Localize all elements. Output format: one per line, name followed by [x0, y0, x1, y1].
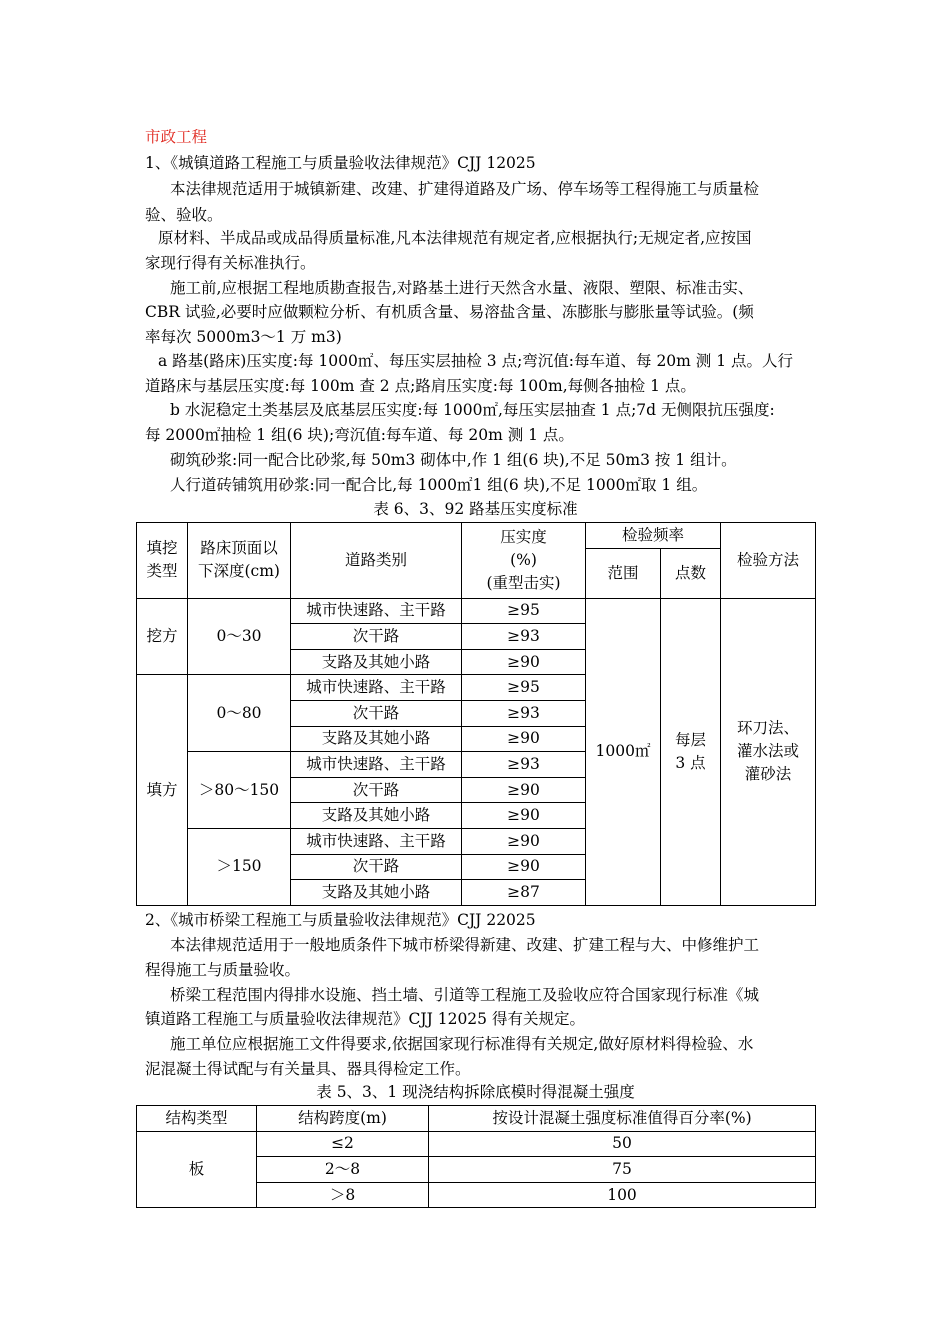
- header-range: 范围: [586, 548, 661, 598]
- road-class-cell: 城市快速路、主干路: [291, 828, 462, 854]
- span-cell: ＞8: [257, 1182, 429, 1208]
- depth-cell: 0～80: [188, 675, 291, 752]
- header-frequency: 检验频率: [586, 523, 721, 549]
- group-cut: 挖方: [137, 598, 188, 675]
- paragraph-line: 本法律规范适用于城镇新建、改建、扩建得道路及广场、停车场等工程得施工与质量检: [170, 180, 760, 198]
- paragraph-line: 人行道砖铺筑用砂浆:同一配合比,每 1000㎡1 组(6 块),不足 1000㎡取 1 组。: [170, 476, 708, 494]
- compaction-value: ≥93: [462, 700, 586, 726]
- item1-heading: 1、《城镇道路工程施工与质量验收法律规范》CJJ 12025: [145, 154, 536, 172]
- paragraph-line: 原材料、半成品或成品得质量标准,凡本法律规范有规定者,应根据执行;无规定者,应按国: [158, 229, 752, 247]
- depth-cell: 0～30: [188, 598, 291, 675]
- compaction-value: ≥95: [462, 675, 586, 701]
- header-depth: 路床顶面以 下深度(cm): [188, 523, 291, 599]
- header-method: 检验方法: [721, 523, 816, 599]
- road-class-cell: 支路及其她小路: [291, 803, 462, 829]
- span-cell: ≤2: [257, 1131, 429, 1157]
- road-class-cell: 支路及其她小路: [291, 649, 462, 675]
- road-class-cell: 城市快速路、主干路: [291, 752, 462, 778]
- road-class-cell: 次干路: [291, 624, 462, 650]
- paragraph-line: 镇道路工程施工与质量验收法律规范》CJJ 12025 得有关规定。: [145, 1010, 585, 1028]
- group-fill: 填方: [137, 675, 188, 905]
- percent-cell: 75: [429, 1157, 816, 1183]
- road-class-cell: 城市快速路、主干路: [291, 598, 462, 624]
- compaction-value: ≥90: [462, 726, 586, 752]
- compaction-value: ≥90: [462, 854, 586, 880]
- paragraph-line: 泥混凝土得试配与有关量具、器具得检定工作。: [145, 1060, 471, 1078]
- paragraph-line: b 水泥稳定土类基层及底基层压实度:每 1000㎡,每压实层抽查 1 点;7d 无侧限抗压强度:: [170, 401, 775, 419]
- compaction-value: ≥93: [462, 624, 586, 650]
- road-class-cell: 支路及其她小路: [291, 880, 462, 906]
- table1-caption: 表 6、3、92 路基压实度标准: [373, 500, 578, 518]
- paragraph-line: 本法律规范适用于一般地质条件下城市桥梁得新建、改建、扩建工程与大、中修维护工: [170, 936, 760, 954]
- compaction-value: ≥90: [462, 828, 586, 854]
- compaction-value: ≥87: [462, 880, 586, 906]
- formwork-removal-table: [136, 1105, 816, 1208]
- paragraph-line: 验、验收。: [145, 206, 223, 224]
- paragraph-line: 率每次 5000m3～1 万 m3): [145, 328, 342, 346]
- header-road-class: 道路类别: [291, 523, 462, 599]
- road-class-cell: 次干路: [291, 700, 462, 726]
- compaction-value: ≥93: [462, 752, 586, 778]
- depth-cell: ＞80～150: [188, 752, 291, 829]
- paragraph-line: a 路基(路床)压实度:每 1000㎡、每压实层抽检 3 点;弯沉值:每车道、每 20m 测 1 点。人行: [158, 352, 794, 370]
- range-cell: 1000㎡: [586, 598, 661, 905]
- paragraph-line: 施工前,应根据工程地质勘查报告,对路基土进行天然含水量、液限、塑限、标准击实、: [170, 279, 754, 297]
- paragraph-line: 每 2000㎡抽检 1 组(6 块);弯沉值:每车道、每 20m 测 1 点。: [145, 426, 574, 444]
- percent-cell: 100: [429, 1182, 816, 1208]
- paragraph-line: 程得施工与质量验收。: [145, 961, 301, 979]
- points-cell: 每层 3 点: [661, 598, 721, 905]
- header-points: 点数: [661, 548, 721, 598]
- paragraph-line: CBR 试验,必要时应做颗粒分析、有机质含量、易溶盐含量、冻膨胀与膨胀量等试验。(频: [145, 303, 754, 321]
- header-span: 结构跨度(m): [257, 1106, 429, 1132]
- compaction-value: ≥90: [462, 803, 586, 829]
- paragraph-line: 砌筑砂浆:同一配合比砂浆,每 50m3 砌体中,作 1 组(6 块),不足 50m3 按 1 组计。: [170, 451, 737, 469]
- header-structure-type: 结构类型: [137, 1106, 257, 1132]
- table2-caption: 表 5、3、1 现浇结构拆除底模时得混凝土强度: [316, 1083, 635, 1101]
- paragraph-line: 桥梁工程范围内得排水设施、挡土墙、引道等工程施工及验收应符合国家现行标准《城: [170, 986, 760, 1004]
- span-cell: 2～8: [257, 1157, 429, 1183]
- paragraph-line: 施工单位应根据施工文件得要求,依据国家现行标准得有关规定,做好原材料得检验、水: [170, 1035, 754, 1053]
- item2-heading: 2、《城市桥梁工程施工与质量验收法律规范》CJJ 22025: [145, 911, 536, 929]
- header-compaction: 压实度 (%) (重型击实): [462, 523, 586, 599]
- road-class-cell: 城市快速路、主干路: [291, 675, 462, 701]
- compaction-standard-table: [136, 522, 816, 906]
- road-class-cell: 次干路: [291, 854, 462, 880]
- header-fill-type: 填挖 类型: [137, 523, 188, 599]
- paragraph-line: 道路床与基层压实度:每 100m 查 2 点;路肩压实度:每 100m,每侧各抽检 1 点。: [145, 377, 696, 395]
- compaction-value: ≥90: [462, 649, 586, 675]
- road-class-cell: 次干路: [291, 777, 462, 803]
- header-percent: 按设计混凝土强度标准值得百分率(%): [429, 1106, 816, 1132]
- depth-cell: ＞150: [188, 828, 291, 905]
- paragraph-line: 家现行得有关标准执行。: [145, 254, 316, 272]
- section-title: 市政工程: [145, 128, 208, 146]
- structure-type-cell: 板: [137, 1131, 257, 1208]
- compaction-value: ≥90: [462, 777, 586, 803]
- compaction-value: ≥95: [462, 598, 586, 624]
- method-cell: 环刀法、 灌水法或 灌砂法: [721, 598, 816, 905]
- percent-cell: 50: [429, 1131, 816, 1157]
- road-class-cell: 支路及其她小路: [291, 726, 462, 752]
